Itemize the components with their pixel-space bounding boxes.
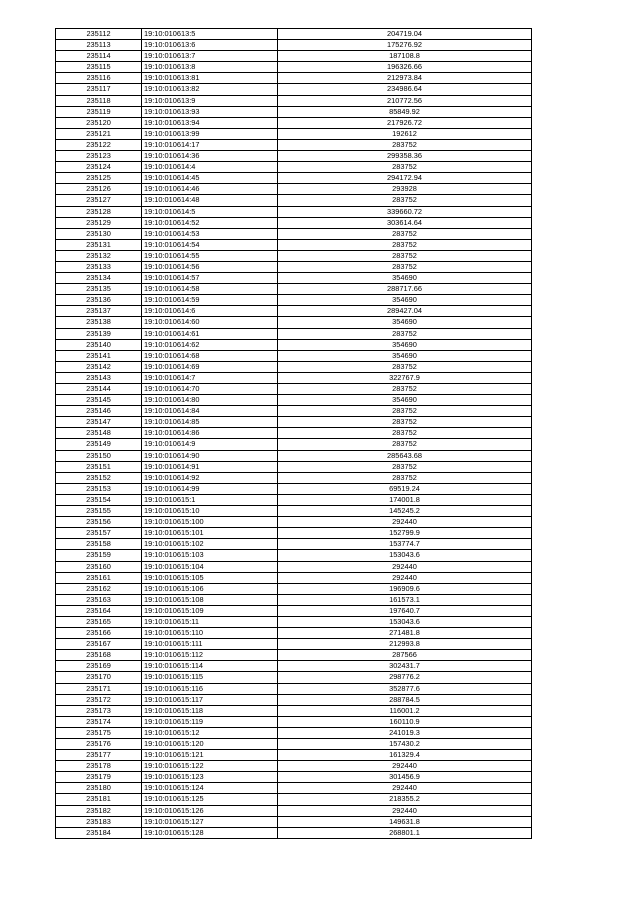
row-number-cell: 235168	[56, 650, 142, 661]
cadastral-number-cell: 19:10:010614:52	[142, 217, 278, 228]
table-row	[56, 539, 532, 550]
row-number-cell: 235134	[56, 273, 142, 284]
row-number-cell: 235130	[56, 228, 142, 239]
row-number-cell: 235167	[56, 639, 142, 650]
cadastral-number-cell: 19:10:010614:4	[142, 162, 278, 173]
value-cell: 175276.92	[278, 40, 532, 51]
row-number-cell: 235136	[56, 295, 142, 306]
row-number-cell: 235184	[56, 827, 142, 838]
row-number-cell: 235113	[56, 40, 142, 51]
row-number-cell: 235123	[56, 151, 142, 162]
value-cell: 283752	[278, 428, 532, 439]
value-cell: 301456.9	[278, 772, 532, 783]
value-cell: 354690	[278, 339, 532, 350]
row-number-cell: 235177	[56, 750, 142, 761]
table-row	[56, 727, 532, 738]
cadastral-number-cell: 19:10:010615:102	[142, 539, 278, 550]
cadastral-number-cell: 19:10:010613:99	[142, 128, 278, 139]
table-row	[56, 29, 532, 40]
cadastral-number-cell: 19:10:010614:70	[142, 384, 278, 395]
data-table	[55, 28, 532, 839]
table-row	[56, 195, 532, 206]
cadastral-number-cell: 19:10:010615:1	[142, 494, 278, 505]
table-row	[56, 694, 532, 705]
table-row	[56, 106, 532, 117]
row-number-cell: 235145	[56, 395, 142, 406]
table-row	[56, 228, 532, 239]
table-row	[56, 384, 532, 395]
table-row	[56, 350, 532, 361]
cadastral-number-cell: 19:10:010615:101	[142, 528, 278, 539]
cadastral-number-cell: 19:10:010615:123	[142, 772, 278, 783]
table-row	[56, 162, 532, 173]
table-row	[56, 761, 532, 772]
value-cell: 299358.36	[278, 151, 532, 162]
value-cell: 116001.2	[278, 705, 532, 716]
value-cell: 271481.8	[278, 628, 532, 639]
value-cell: 152799.9	[278, 528, 532, 539]
table-row	[56, 328, 532, 339]
table-row	[56, 372, 532, 383]
row-number-cell: 235180	[56, 783, 142, 794]
table-row	[56, 306, 532, 317]
cadastral-number-cell: 19:10:010615:10	[142, 506, 278, 517]
value-cell: 283752	[278, 417, 532, 428]
cadastral-number-cell: 19:10:010614:36	[142, 151, 278, 162]
cadastral-number-cell: 19:10:010614:59	[142, 295, 278, 306]
table-row	[56, 772, 532, 783]
table-row	[56, 417, 532, 428]
cadastral-number-cell: 19:10:010614:80	[142, 395, 278, 406]
cadastral-number-cell: 19:10:010614:68	[142, 350, 278, 361]
row-number-cell: 235124	[56, 162, 142, 173]
cadastral-number-cell: 19:10:010614:46	[142, 184, 278, 195]
table-row	[56, 661, 532, 672]
value-cell: 288784.5	[278, 694, 532, 705]
row-number-cell: 235173	[56, 705, 142, 716]
value-cell: 160110.9	[278, 716, 532, 727]
table-row	[56, 827, 532, 838]
row-number-cell: 235175	[56, 727, 142, 738]
value-cell: 161573.1	[278, 594, 532, 605]
row-number-cell: 235115	[56, 62, 142, 73]
value-cell: 283752	[278, 406, 532, 417]
row-number-cell: 235178	[56, 761, 142, 772]
table-row	[56, 395, 532, 406]
table-row	[56, 151, 532, 162]
cadastral-number-cell: 19:10:010613:82	[142, 84, 278, 95]
value-cell: 339660.72	[278, 206, 532, 217]
cadastral-number-cell: 19:10:010615:128	[142, 827, 278, 838]
table-row	[56, 483, 532, 494]
row-number-cell: 235118	[56, 95, 142, 106]
cadastral-number-cell: 19:10:010615:111	[142, 639, 278, 650]
table-row	[56, 561, 532, 572]
cadastral-number-cell: 19:10:010614:5	[142, 206, 278, 217]
cadastral-number-cell: 19:10:010615:116	[142, 683, 278, 694]
cadastral-number-cell: 19:10:010615:106	[142, 583, 278, 594]
cadastral-number-cell: 19:10:010614:60	[142, 317, 278, 328]
value-cell: 294172.94	[278, 173, 532, 184]
row-number-cell: 235148	[56, 428, 142, 439]
cadastral-number-cell: 19:10:010614:57	[142, 273, 278, 284]
value-cell: 149631.8	[278, 816, 532, 827]
row-number-cell: 235174	[56, 716, 142, 727]
value-cell: 285643.68	[278, 450, 532, 461]
cadastral-number-cell: 19:10:010614:9	[142, 439, 278, 450]
row-number-cell: 235153	[56, 483, 142, 494]
table-row	[56, 583, 532, 594]
cadastral-number-cell: 19:10:010614:53	[142, 228, 278, 239]
table-row	[56, 317, 532, 328]
value-cell: 197640.7	[278, 605, 532, 616]
cadastral-number-cell: 19:10:010615:117	[142, 694, 278, 705]
row-number-cell: 235114	[56, 51, 142, 62]
row-number-cell: 235183	[56, 816, 142, 827]
cadastral-number-cell: 19:10:010615:112	[142, 650, 278, 661]
table-row	[56, 406, 532, 417]
table-row	[56, 95, 532, 106]
table-row	[56, 51, 532, 62]
value-cell: 354690	[278, 295, 532, 306]
row-number-cell: 235128	[56, 206, 142, 217]
table-row	[56, 173, 532, 184]
cadastral-number-cell: 19:10:010613:94	[142, 117, 278, 128]
row-number-cell: 235156	[56, 517, 142, 528]
row-number-cell: 235127	[56, 195, 142, 206]
value-cell: 192612	[278, 128, 532, 139]
value-cell: 153043.6	[278, 616, 532, 627]
table-row	[56, 239, 532, 250]
value-cell: 354690	[278, 350, 532, 361]
row-number-cell: 235149	[56, 439, 142, 450]
cadastral-number-cell: 19:10:010615:124	[142, 783, 278, 794]
row-number-cell: 235151	[56, 461, 142, 472]
table-row	[56, 84, 532, 95]
table-row	[56, 472, 532, 483]
value-cell: 283752	[278, 461, 532, 472]
row-number-cell: 235141	[56, 350, 142, 361]
row-number-cell: 235138	[56, 317, 142, 328]
row-number-cell: 235132	[56, 250, 142, 261]
table-row	[56, 40, 532, 51]
cadastral-number-cell: 19:10:010614:99	[142, 483, 278, 494]
table-row	[56, 672, 532, 683]
value-cell: 212993.8	[278, 639, 532, 650]
value-cell: 196909.6	[278, 583, 532, 594]
cadastral-number-cell: 19:10:010615:127	[142, 816, 278, 827]
value-cell: 292440	[278, 517, 532, 528]
row-number-cell: 235181	[56, 794, 142, 805]
cadastral-number-cell: 19:10:010614:62	[142, 339, 278, 350]
table-row	[56, 73, 532, 84]
table-row	[56, 750, 532, 761]
value-cell: 153043.6	[278, 550, 532, 561]
cadastral-number-cell: 19:10:010614:61	[142, 328, 278, 339]
row-number-cell: 235144	[56, 384, 142, 395]
table-row	[56, 128, 532, 139]
cadastral-number-cell: 19:10:010615:12	[142, 727, 278, 738]
value-cell: 268801.1	[278, 827, 532, 838]
cadastral-number-cell: 19:10:010614:45	[142, 173, 278, 184]
cadastral-number-cell: 19:10:010614:54	[142, 239, 278, 250]
value-cell: 283752	[278, 384, 532, 395]
value-cell: 161329.4	[278, 750, 532, 761]
value-cell: 322767.9	[278, 372, 532, 383]
row-number-cell: 235172	[56, 694, 142, 705]
cadastral-number-cell: 19:10:010613:6	[142, 40, 278, 51]
value-cell: 289427.04	[278, 306, 532, 317]
row-number-cell: 235120	[56, 117, 142, 128]
cadastral-number-cell: 19:10:010615:103	[142, 550, 278, 561]
row-number-cell: 235117	[56, 84, 142, 95]
table-row	[56, 650, 532, 661]
value-cell: 218355.2	[278, 794, 532, 805]
row-number-cell: 235170	[56, 672, 142, 683]
cadastral-number-cell: 19:10:010615:109	[142, 605, 278, 616]
row-number-cell: 235150	[56, 450, 142, 461]
value-cell: 283752	[278, 195, 532, 206]
value-cell: 302431.7	[278, 661, 532, 672]
cadastral-number-cell: 19:10:010614:48	[142, 195, 278, 206]
row-number-cell: 235125	[56, 173, 142, 184]
cadastral-number-cell: 19:10:010614:92	[142, 472, 278, 483]
table-row	[56, 550, 532, 561]
value-cell: 283752	[278, 139, 532, 150]
value-cell: 210772.56	[278, 95, 532, 106]
value-cell: 283752	[278, 261, 532, 272]
value-cell: 283752	[278, 328, 532, 339]
cadastral-number-cell: 19:10:010614:90	[142, 450, 278, 461]
row-number-cell: 235158	[56, 539, 142, 550]
row-number-cell: 235162	[56, 583, 142, 594]
cadastral-number-cell: 19:10:010615:110	[142, 628, 278, 639]
cadastral-number-cell: 19:10:010615:118	[142, 705, 278, 716]
row-number-cell: 235129	[56, 217, 142, 228]
table-row	[56, 184, 532, 195]
value-cell: 187108.8	[278, 51, 532, 62]
value-cell: 292440	[278, 783, 532, 794]
table-row	[56, 683, 532, 694]
row-number-cell: 235154	[56, 494, 142, 505]
cadastral-number-cell: 19:10:010615:115	[142, 672, 278, 683]
table-row	[56, 639, 532, 650]
table-row	[56, 594, 532, 605]
table-body	[56, 29, 532, 839]
value-cell: 354690	[278, 317, 532, 328]
value-cell: 352877.6	[278, 683, 532, 694]
row-number-cell: 235143	[56, 372, 142, 383]
row-number-cell: 235152	[56, 472, 142, 483]
value-cell: 283752	[278, 250, 532, 261]
cadastral-number-cell: 19:10:010615:11	[142, 616, 278, 627]
table-row	[56, 273, 532, 284]
cadastral-number-cell: 19:10:010615:120	[142, 739, 278, 750]
table-row	[56, 461, 532, 472]
table-row	[56, 506, 532, 517]
value-cell: 292440	[278, 761, 532, 772]
table-row	[56, 117, 532, 128]
cadastral-number-cell: 19:10:010614:55	[142, 250, 278, 261]
row-number-cell: 235146	[56, 406, 142, 417]
value-cell: 292440	[278, 572, 532, 583]
value-cell: 217926.72	[278, 117, 532, 128]
cadastral-number-cell: 19:10:010614:58	[142, 284, 278, 295]
cadastral-number-cell: 19:10:010615:126	[142, 805, 278, 816]
table-row	[56, 605, 532, 616]
cadastral-number-cell: 19:10:010614:85	[142, 417, 278, 428]
value-cell: 204719.04	[278, 29, 532, 40]
value-cell: 303614.64	[278, 217, 532, 228]
table-row	[56, 206, 532, 217]
table-row	[56, 284, 532, 295]
value-cell: 292440	[278, 805, 532, 816]
table-row	[56, 783, 532, 794]
row-number-cell: 235166	[56, 628, 142, 639]
row-number-cell: 235139	[56, 328, 142, 339]
table-row	[56, 794, 532, 805]
value-cell: 196326.66	[278, 62, 532, 73]
table-row	[56, 805, 532, 816]
cadastral-number-cell: 19:10:010613:5	[142, 29, 278, 40]
row-number-cell: 235135	[56, 284, 142, 295]
table-row	[56, 517, 532, 528]
value-cell: 287566	[278, 650, 532, 661]
cadastral-number-cell: 19:10:010614:17	[142, 139, 278, 150]
row-number-cell: 235164	[56, 605, 142, 616]
table-row	[56, 616, 532, 627]
row-number-cell: 235160	[56, 561, 142, 572]
cadastral-number-cell: 19:10:010615:125	[142, 794, 278, 805]
row-number-cell: 235142	[56, 361, 142, 372]
cadastral-number-cell: 19:10:010614:91	[142, 461, 278, 472]
cadastral-number-cell: 19:10:010615:108	[142, 594, 278, 605]
table-row	[56, 261, 532, 272]
value-cell: 234986.64	[278, 84, 532, 95]
cadastral-number-cell: 19:10:010615:121	[142, 750, 278, 761]
value-cell: 354690	[278, 273, 532, 284]
row-number-cell: 235126	[56, 184, 142, 195]
row-number-cell: 235140	[56, 339, 142, 350]
cadastral-number-cell: 19:10:010614:56	[142, 261, 278, 272]
table-row	[56, 139, 532, 150]
value-cell: 293928	[278, 184, 532, 195]
cadastral-number-cell: 19:10:010613:93	[142, 106, 278, 117]
row-number-cell: 235159	[56, 550, 142, 561]
document-page	[55, 28, 531, 839]
row-number-cell: 235176	[56, 739, 142, 750]
value-cell: 157430.2	[278, 739, 532, 750]
table-row	[56, 716, 532, 727]
value-cell: 283752	[278, 162, 532, 173]
row-number-cell: 235116	[56, 73, 142, 84]
table-row	[56, 572, 532, 583]
cadastral-number-cell: 19:10:010613:8	[142, 62, 278, 73]
cadastral-number-cell: 19:10:010615:114	[142, 661, 278, 672]
cadastral-number-cell: 19:10:010614:86	[142, 428, 278, 439]
value-cell: 283752	[278, 228, 532, 239]
row-number-cell: 235147	[56, 417, 142, 428]
row-number-cell: 235122	[56, 139, 142, 150]
table-row	[56, 816, 532, 827]
cadastral-number-cell: 19:10:010615:122	[142, 761, 278, 772]
cadastral-number-cell: 19:10:010614:7	[142, 372, 278, 383]
row-number-cell: 235171	[56, 683, 142, 694]
value-cell: 69519.24	[278, 483, 532, 494]
table-row	[56, 250, 532, 261]
cadastral-number-cell: 19:10:010613:81	[142, 73, 278, 84]
value-cell: 212973.84	[278, 73, 532, 84]
cadastral-number-cell: 19:10:010614:69	[142, 361, 278, 372]
value-cell: 145245.2	[278, 506, 532, 517]
value-cell: 174001.8	[278, 494, 532, 505]
value-cell: 153774.7	[278, 539, 532, 550]
row-number-cell: 235131	[56, 239, 142, 250]
table-row	[56, 428, 532, 439]
value-cell: 283752	[278, 361, 532, 372]
table-row	[56, 217, 532, 228]
cadastral-number-cell: 19:10:010613:7	[142, 51, 278, 62]
table-row	[56, 62, 532, 73]
table-row	[56, 361, 532, 372]
value-cell: 241019.3	[278, 727, 532, 738]
table-row	[56, 450, 532, 461]
cadastral-number-cell: 19:10:010615:105	[142, 572, 278, 583]
value-cell: 354690	[278, 395, 532, 406]
row-number-cell: 235119	[56, 106, 142, 117]
row-number-cell: 235169	[56, 661, 142, 672]
value-cell: 283752	[278, 239, 532, 250]
row-number-cell: 235121	[56, 128, 142, 139]
value-cell: 298776.2	[278, 672, 532, 683]
table-row	[56, 705, 532, 716]
row-number-cell: 235137	[56, 306, 142, 317]
table-row	[56, 628, 532, 639]
table-row	[56, 339, 532, 350]
cadastral-number-cell: 19:10:010614:6	[142, 306, 278, 317]
row-number-cell: 235163	[56, 594, 142, 605]
cadastral-number-cell: 19:10:010614:84	[142, 406, 278, 417]
table-row	[56, 295, 532, 306]
value-cell: 283752	[278, 439, 532, 450]
row-number-cell: 235155	[56, 506, 142, 517]
value-cell: 292440	[278, 561, 532, 572]
row-number-cell: 235157	[56, 528, 142, 539]
row-number-cell: 235161	[56, 572, 142, 583]
cadastral-number-cell: 19:10:010613:9	[142, 95, 278, 106]
row-number-cell: 235182	[56, 805, 142, 816]
row-number-cell: 235179	[56, 772, 142, 783]
table-row	[56, 739, 532, 750]
table-row	[56, 528, 532, 539]
table-row	[56, 494, 532, 505]
cadastral-number-cell: 19:10:010615:104	[142, 561, 278, 572]
row-number-cell: 235112	[56, 29, 142, 40]
value-cell: 288717.66	[278, 284, 532, 295]
cadastral-number-cell: 19:10:010615:100	[142, 517, 278, 528]
value-cell: 85849.92	[278, 106, 532, 117]
table-row	[56, 439, 532, 450]
row-number-cell: 235133	[56, 261, 142, 272]
value-cell: 283752	[278, 472, 532, 483]
cadastral-number-cell: 19:10:010615:119	[142, 716, 278, 727]
row-number-cell: 235165	[56, 616, 142, 627]
